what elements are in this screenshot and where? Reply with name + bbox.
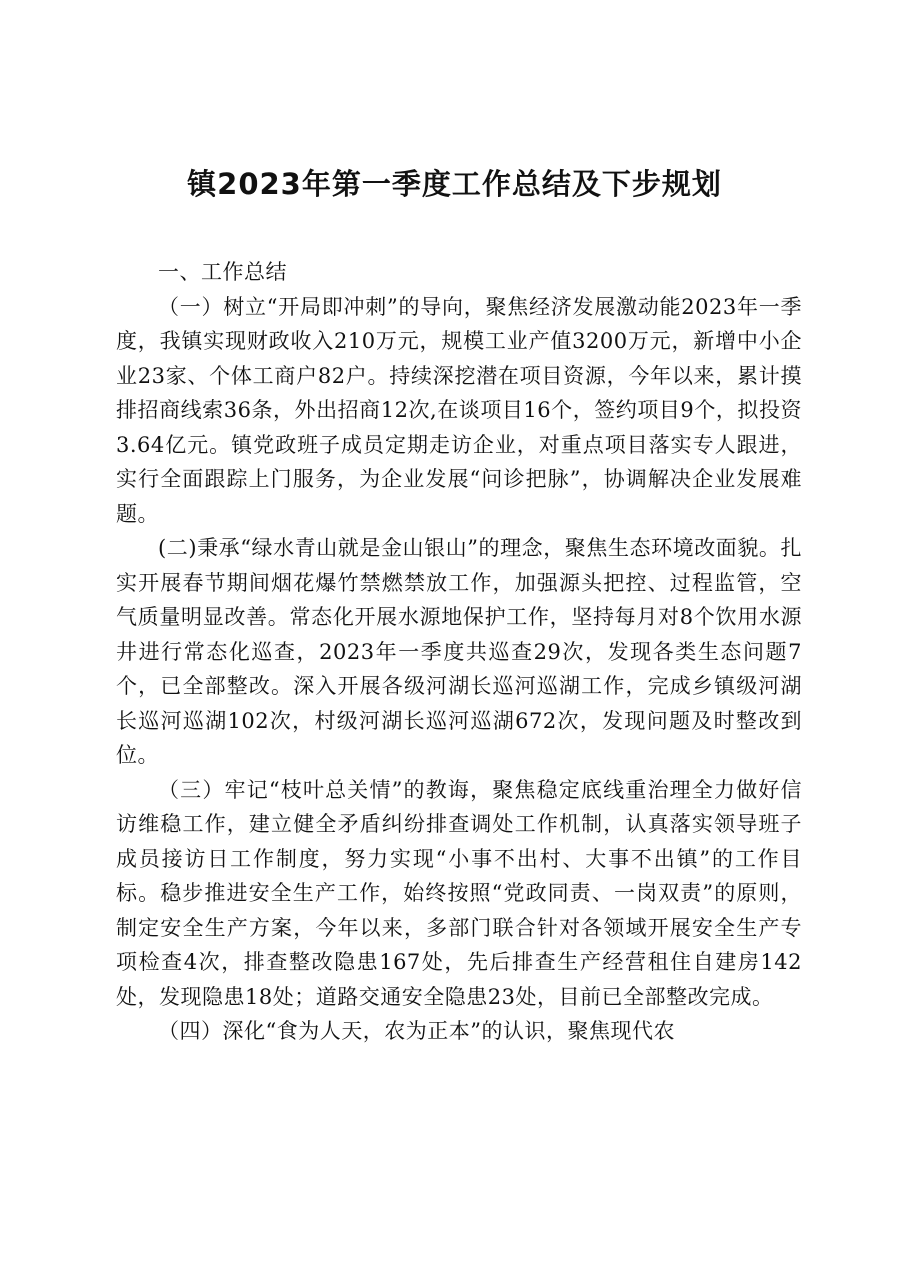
document-body xyxy=(116,255,802,1049)
paragraph-1: （一）树立“开局即冲刺”的导向，聚焦经济发展激动能2023年一季度，我镇实现财政收入210万元，规模工业产值3200万元，新增中小企业23家、个体工商户82户。持续深挖潜在项目资源，今年以来，累计摸排招商线索36条，外出招商12次,在谈项目16个，签约项目9个，拟投资3.64亿元。镇党政班子成员定期走访企业，对重点项目落实专人跟进，实行全面跟踪上门服务，为企业发展“问诊把脉”，协调解决企业发展难题。 xyxy=(116,294,802,526)
section-heading: 一、工作总结 xyxy=(158,260,287,284)
paragraph-3: （三）牢记“枝叶总关情”的教诲，聚焦稳定底线重治理全力做好信访维稳工作，建立健全矛盾纠纷排查调处工作机制，认真落实领导班子成员接访日工作制度，努力实现“小事不出村、大事不出镇”的工作目标。稳步推进安全生产工作，始终按照“党政同责、一岗双责”的原则，制定安全生产方案，今年以来，多部门联合针对各领域开展安全生产专项检查4次，排查整改隐患167处，先后排查生产经营租住自建房142处，发现隐患18处；道路交通安全隐患23处，目前已全部整改完成。 xyxy=(116,777,802,1009)
document-title: 镇2023年第一季度工作总结及下步规划 xyxy=(187,167,722,201)
paragraph-2: (二)秉承“绿水青山就是金山银山”的理念，聚焦生态环境改面貌。扎实开展春节期间烟花爆竹禁燃禁放工作，加强源头把控、过程监管，空气质量明显改善。常态化开展水源地保护工作，坚持每月对8个饮用水源井进行常态化巡查，2023年一季度共巡查29次，发现各类生态问题7个，已全部整改。深入开展各级河湖长巡河巡湖工作，完成乡镇级河湖长巡河巡湖102次，村级河湖长巡河巡湖672次，发现问题及时整改到位。 xyxy=(116,536,802,767)
paragraph-4: （四）深化“食为人天，农为正本”的认识，聚焦现代农 xyxy=(158,1019,675,1043)
